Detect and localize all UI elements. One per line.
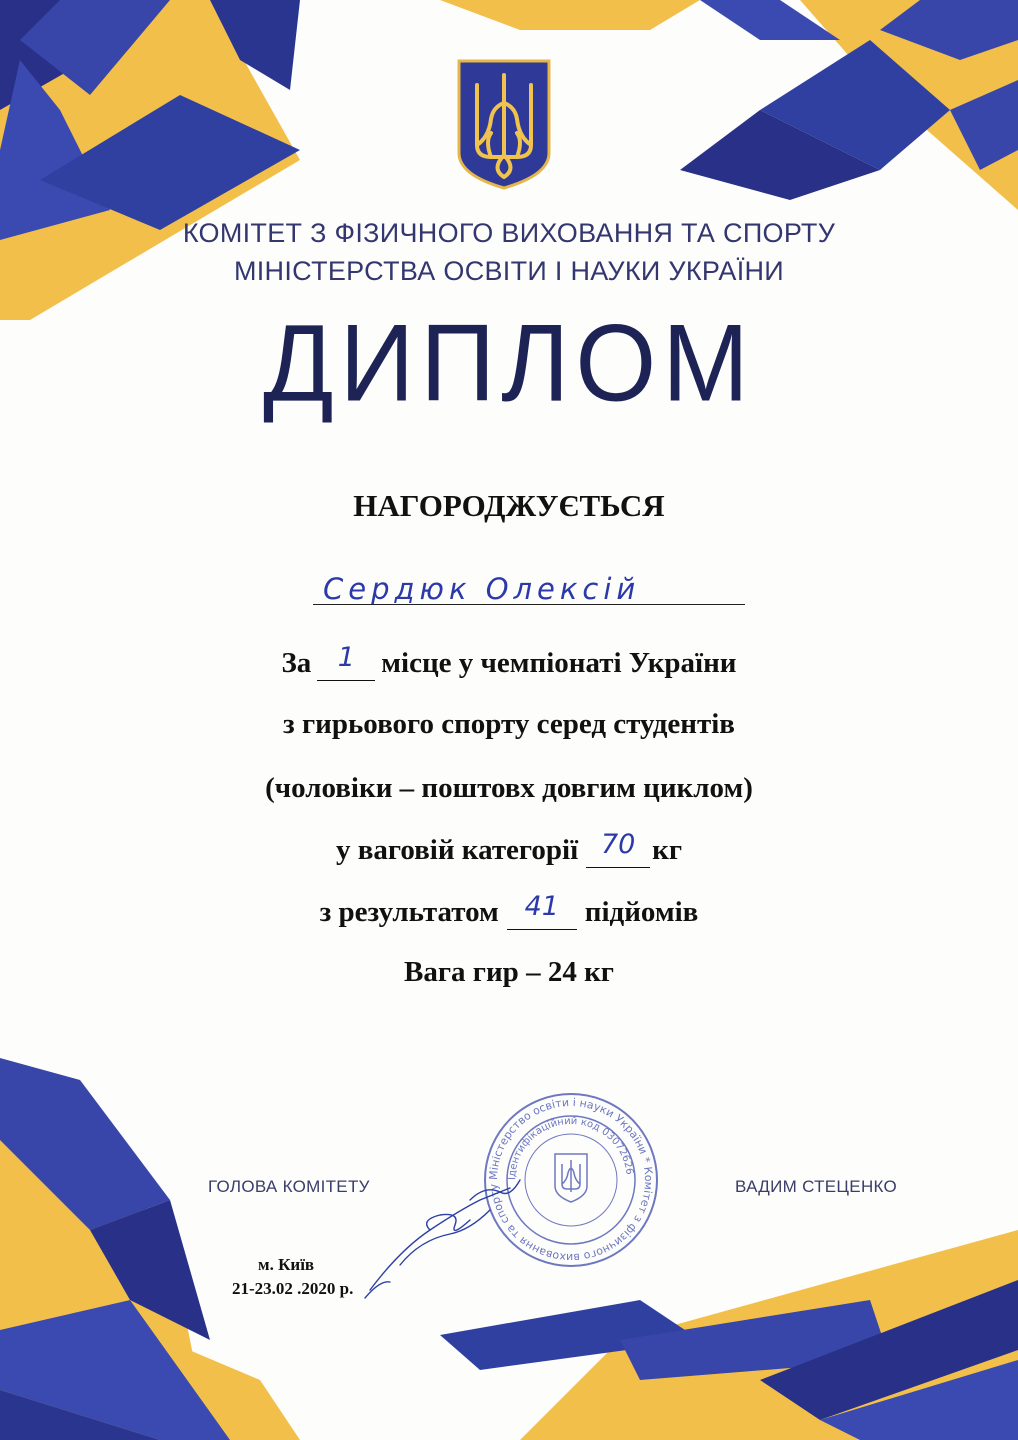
body-line-discipline: (чоловіки – поштовх довгим циклом) bbox=[265, 772, 753, 804]
body-line-kettlebell-weight: Вага гир – 24 кг bbox=[404, 956, 614, 988]
weight-prefix: у ваговій категорії bbox=[335, 834, 579, 866]
issue-city: м. Київ bbox=[258, 1255, 315, 1274]
result-value: 41 bbox=[524, 891, 559, 922]
committee-name-line2: МІНІСТЕРСТВА ОСВІТИ І НАУКИ УКРАЇНИ bbox=[233, 256, 785, 286]
diploma-title: ДИПЛОМ bbox=[263, 303, 755, 425]
result-prefix: з результатом bbox=[319, 896, 499, 928]
result-field bbox=[507, 891, 577, 930]
committee-name-line1: КОМІТЕТ З ФІЗИЧНОГО ВИХОВАННЯ ТА СПОРТУ bbox=[182, 218, 836, 248]
stamp-outer-text: Міністерство освіти і науки України * Комітет з фізичного виховання та спорту bbox=[486, 1095, 656, 1265]
signatory-position: ГОЛОВА КОМІТЕТУ bbox=[208, 1177, 370, 1196]
signatory-name: ВАДИМ СТЕЦЕНКО bbox=[735, 1177, 898, 1196]
weight-value: 70 bbox=[600, 829, 636, 860]
place-suffix: місце у чемпіонаті України bbox=[381, 647, 737, 679]
recipient-name: Сердюк Олексій bbox=[323, 572, 641, 606]
weight-field bbox=[586, 829, 650, 868]
body-line-sport: з гирьового спорту серед студентів bbox=[283, 708, 735, 740]
handwritten-signature bbox=[360, 1170, 540, 1300]
recipient-underline bbox=[313, 604, 745, 605]
place-field bbox=[317, 642, 375, 681]
body-line-result bbox=[0, 891, 1018, 930]
body-line-place bbox=[0, 642, 1018, 681]
award-label: НАГОРОДЖУЄТЬСЯ bbox=[353, 488, 665, 523]
body-line-weight-category bbox=[0, 829, 1018, 868]
issue-date: 21-23.02 .2020 р. bbox=[232, 1279, 354, 1298]
place-value: 1 bbox=[337, 642, 355, 673]
result-suffix: підйомів bbox=[584, 896, 699, 928]
place-prefix: За bbox=[281, 647, 312, 679]
ukraine-trident-emblem-icon bbox=[455, 57, 553, 192]
stamp-emblem-icon bbox=[555, 1154, 587, 1202]
stamp-inner-text: Ідентифікаційний код 03072626 bbox=[506, 1115, 635, 1181]
weight-suffix: кг bbox=[652, 834, 683, 866]
